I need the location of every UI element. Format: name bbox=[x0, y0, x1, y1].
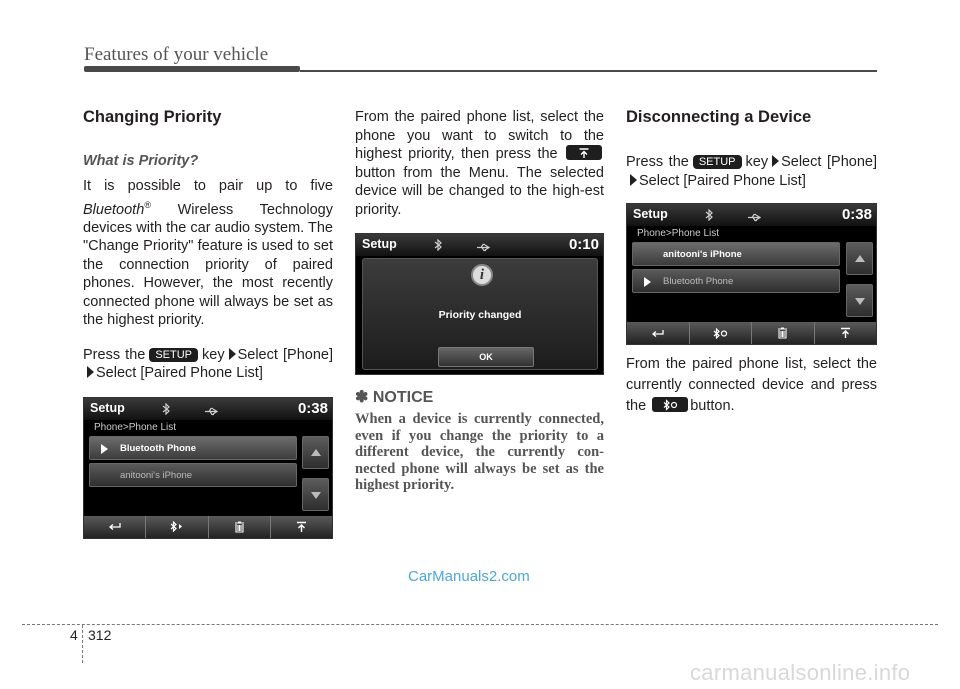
arrow-right-icon bbox=[87, 366, 94, 378]
bluetooth-icon bbox=[705, 208, 713, 226]
page-header-title: Features of your vehicle bbox=[84, 44, 269, 65]
bluetooth-icon bbox=[434, 238, 442, 256]
info-icon: i bbox=[471, 264, 493, 286]
phone-list-row[interactable]: Bluetooth Phone bbox=[632, 269, 840, 293]
scroll-up-button[interactable] bbox=[846, 242, 873, 275]
back-button[interactable] bbox=[627, 322, 689, 344]
screen-clock: 0:10 bbox=[568, 236, 599, 253]
bottom-watermark: carmanualsonline.info bbox=[690, 660, 911, 685]
section-heading: Changing Priority bbox=[83, 108, 222, 126]
setup-key-badge: SETUP bbox=[693, 155, 742, 169]
intro-paragraph: It is possible to pair up to five Bluetooth® Wireless Technology devices with the car audio system. The "Change Priority" feature is used to set the connection priority of paired phones. However, the most recently connected phone will always be set as the highest priority. bbox=[83, 178, 333, 329]
header-rule bbox=[300, 70, 877, 72]
popup-message: Priority changed bbox=[438, 309, 522, 321]
usb-icon bbox=[204, 403, 218, 421]
back-button[interactable] bbox=[84, 516, 145, 538]
bluetooth-icon bbox=[162, 402, 170, 420]
priority-icon bbox=[840, 327, 851, 339]
play-icon bbox=[101, 444, 108, 454]
column-priority-steps bbox=[355, 108, 604, 494]
page-number: 312 bbox=[88, 627, 112, 643]
bluetooth-brand: Bluetooth bbox=[83, 201, 145, 218]
site-watermark: CarManuals2.com bbox=[408, 568, 530, 585]
phone-list-screen bbox=[626, 203, 877, 345]
chapter-number: 4 bbox=[70, 627, 78, 643]
scroll-down-button[interactable] bbox=[302, 478, 329, 511]
screen-toolbar bbox=[627, 322, 876, 344]
scroll-up-button[interactable] bbox=[302, 436, 329, 469]
screen-breadcrumb: Phone>Phone List bbox=[94, 421, 177, 433]
header-accent-bar bbox=[84, 66, 300, 72]
priority-changed-screen bbox=[355, 233, 604, 375]
play-icon bbox=[644, 277, 651, 287]
scroll-down-button[interactable] bbox=[846, 284, 873, 317]
notice-body: When a device is currently connected, even if you change the priority to a different device, the currently con-nected phone will always be set as the highest priority. bbox=[355, 411, 604, 493]
notice-title: ✽ NOTICE bbox=[355, 389, 434, 406]
priority-button[interactable] bbox=[814, 322, 877, 344]
phone-list-row[interactable]: anitooni's iPhone bbox=[632, 242, 840, 266]
footer-rule bbox=[22, 624, 938, 625]
screen-clock: 0:38 bbox=[297, 399, 328, 417]
arrow-down-icon bbox=[311, 492, 321, 499]
arrow-up-icon bbox=[311, 449, 321, 456]
usb-icon bbox=[476, 239, 490, 257]
disconnect-key-badge bbox=[652, 397, 688, 412]
column-changing-priority bbox=[83, 108, 333, 539]
screen-toolbar bbox=[84, 516, 332, 538]
setup-key-badge: SETUP bbox=[149, 348, 198, 362]
back-icon bbox=[651, 329, 665, 338]
instruction-paragraph: Press the SETUP key Select [Phone]Select [Paired Phone List] bbox=[83, 346, 333, 382]
arrow-right-icon bbox=[772, 155, 779, 167]
priority-key-badge bbox=[566, 145, 602, 160]
screen-title: Setup bbox=[362, 237, 397, 251]
phone-list-screen bbox=[83, 397, 333, 539]
screen-title: Setup bbox=[633, 207, 668, 221]
screen-breadcrumb: Phone>Phone List bbox=[637, 228, 720, 239]
bluetooth-disconnect-icon bbox=[712, 328, 728, 339]
back-icon bbox=[108, 522, 122, 531]
bluetooth-disconnect-button[interactable] bbox=[689, 322, 752, 344]
screen-clock: 0:38 bbox=[841, 206, 872, 223]
priority-paragraph: From the paired phone list, select the phone you want to switch to the highest priority, then press the button from the Menu. The selected device will be changed to the high-est priority. bbox=[355, 109, 604, 218]
screen-title: Setup bbox=[90, 400, 125, 415]
section-heading: Disconnecting a Device bbox=[626, 108, 812, 126]
priority-button[interactable] bbox=[270, 516, 332, 538]
phone-list-row[interactable]: anitooni's iPhone bbox=[89, 463, 297, 487]
bluetooth-connect-button[interactable] bbox=[145, 516, 207, 538]
delete-button[interactable] bbox=[751, 322, 814, 344]
trash-icon bbox=[777, 327, 788, 339]
arrow-right-icon bbox=[630, 174, 637, 186]
trash-icon bbox=[234, 521, 245, 533]
priority-icon bbox=[296, 521, 307, 533]
bluetooth-connect-icon bbox=[169, 521, 185, 532]
arrow-down-icon bbox=[855, 298, 865, 305]
arrow-up-icon bbox=[855, 255, 865, 262]
column-disconnecting bbox=[626, 108, 877, 417]
bluetooth-disconnect-icon bbox=[662, 399, 678, 410]
subheading: What is Priority? bbox=[83, 153, 199, 169]
phone-list-row[interactable]: Bluetooth Phone bbox=[89, 436, 297, 460]
ok-button[interactable]: OK bbox=[438, 347, 534, 367]
disconnect-paragraph: From the paired phone list, select the currently connected device and press the button. bbox=[626, 356, 877, 414]
footer-divider bbox=[82, 625, 83, 663]
priority-icon bbox=[579, 147, 590, 158]
usb-icon bbox=[747, 209, 761, 227]
arrow-right-icon bbox=[229, 348, 236, 360]
popup-panel bbox=[362, 258, 598, 370]
delete-button[interactable] bbox=[208, 516, 270, 538]
instruction-paragraph: Press the SETUP key Select [Phone]Select [Paired Phone List] bbox=[626, 154, 877, 189]
